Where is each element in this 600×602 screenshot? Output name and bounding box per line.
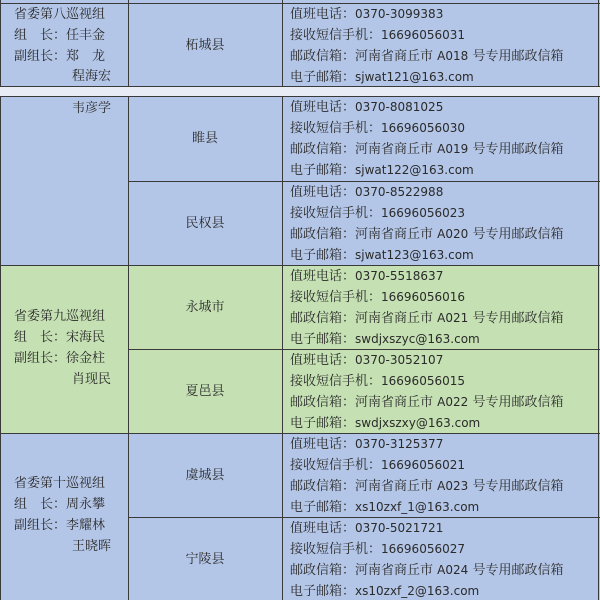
mailbox-suffix: 号专用邮政信箱 xyxy=(472,227,564,242)
county-name: 民权县 xyxy=(185,216,225,231)
mailbox-suffix: 号专用邮政信箱 xyxy=(472,49,564,64)
sms-value: 16696056031 xyxy=(381,28,465,42)
email-link[interactable]: swdjxszyc@163.com xyxy=(355,332,480,346)
phone-value: 0370-3099383 xyxy=(355,7,444,21)
email-link[interactable]: xs10zxf_2@163.com xyxy=(355,584,480,598)
sms-label: 接收短信手机： xyxy=(290,458,382,473)
mailbox-label: 邮政信箱： xyxy=(290,395,356,410)
duty-phone-line xyxy=(290,97,443,118)
sms-label: 接收短信手机： xyxy=(290,290,382,305)
email-label: 电子邮箱： xyxy=(290,248,356,263)
duty-phone-line xyxy=(290,182,443,203)
group8-deputy-3: 韦彦学 xyxy=(72,101,112,116)
group9-leader: 组 长：宋海民 xyxy=(14,330,106,345)
sms-label: 接收短信手机： xyxy=(290,206,382,221)
phone-value: 0370-3125377 xyxy=(355,437,444,451)
mailbox-suffix: 号专用邮政信箱 xyxy=(472,142,564,157)
email-line xyxy=(290,245,474,266)
mailbox-code: A018 xyxy=(437,49,469,63)
sms-label: 接收短信手机： xyxy=(290,542,382,557)
sms-label: 接收短信手机： xyxy=(290,374,382,389)
mailbox-line xyxy=(290,392,563,413)
mailbox-line xyxy=(290,560,563,581)
county-name: 夏邑县 xyxy=(185,384,225,399)
sms-value: 16696056015 xyxy=(381,374,465,388)
mailbox-prefix: 河南省商丘市 xyxy=(355,49,434,64)
phone-value: 0370-5021721 xyxy=(355,521,444,535)
email-link[interactable]: swdjxszxy@163.com xyxy=(355,416,481,430)
mailbox-label: 邮政信箱： xyxy=(290,49,356,64)
group8-deputy-2: 程海宏 xyxy=(72,69,112,84)
mailbox-label: 邮政信箱： xyxy=(290,479,356,494)
sms-line xyxy=(290,203,465,224)
email-label: 电子邮箱： xyxy=(290,332,356,347)
email-label: 电子邮箱： xyxy=(290,500,356,515)
group10-title: 省委第十巡视组 xyxy=(14,476,106,491)
mailbox-label: 邮政信箱： xyxy=(290,563,356,578)
county-name: 永城市 xyxy=(185,300,225,315)
duty-phone-line xyxy=(290,518,443,539)
mailbox-suffix: 号专用邮政信箱 xyxy=(472,395,564,410)
mailbox-line xyxy=(290,476,563,497)
sms-value: 16696056016 xyxy=(381,290,465,304)
group10-deputy-2: 王晓晖 xyxy=(72,539,112,554)
email-label: 电子邮箱： xyxy=(290,584,356,599)
email-line xyxy=(290,497,479,518)
vline xyxy=(282,0,283,86)
sms-value: 16696056023 xyxy=(381,206,465,220)
phone-label: 值班电话： xyxy=(290,521,356,536)
phone-label: 值班电话： xyxy=(290,437,356,452)
mailbox-line xyxy=(290,224,563,245)
phone-label: 值班电话： xyxy=(290,7,356,22)
group8-title: 省委第八巡视组 xyxy=(14,7,106,22)
sms-line xyxy=(290,25,465,46)
vline xyxy=(0,96,1,600)
mailbox-code: A019 xyxy=(437,142,469,156)
vline xyxy=(0,0,1,86)
group9-deputy-2: 肖现民 xyxy=(72,372,112,387)
duty-phone-line xyxy=(290,434,443,455)
mailbox-prefix: 河南省商丘市 xyxy=(355,479,434,494)
sms-label: 接收短信手机： xyxy=(290,28,382,43)
vline xyxy=(128,96,129,600)
phone-label: 值班电话： xyxy=(290,269,356,284)
vline xyxy=(598,96,599,600)
sms-value: 16696056021 xyxy=(381,458,465,472)
sms-label: 接收短信手机： xyxy=(290,121,382,136)
mailbox-line xyxy=(290,46,563,67)
sms-line xyxy=(290,371,465,392)
sms-line xyxy=(290,455,465,476)
mailbox-prefix: 河南省商丘市 xyxy=(355,395,434,410)
sms-value: 16696056030 xyxy=(381,121,465,135)
email-label: 电子邮箱： xyxy=(290,163,356,178)
mailbox-code: A024 xyxy=(437,563,469,577)
phone-label: 值班电话： xyxy=(290,353,356,368)
phone-label: 值班电话： xyxy=(290,185,356,200)
group9-title: 省委第九巡视组 xyxy=(14,309,106,324)
mailbox-line xyxy=(290,139,563,160)
sms-value: 16696056027 xyxy=(381,542,465,556)
mailbox-prefix: 河南省商丘市 xyxy=(355,563,434,578)
mailbox-code: A021 xyxy=(437,311,469,325)
email-line xyxy=(290,160,474,181)
sms-line xyxy=(290,118,465,139)
phone-label: 值班电话： xyxy=(290,100,356,115)
county-name: 虞城县 xyxy=(185,468,225,483)
group8-deputy: 副组长：郑 龙 xyxy=(14,49,106,64)
mailbox-code: A020 xyxy=(437,227,469,241)
mailbox-suffix: 号专用邮政信箱 xyxy=(472,311,564,326)
mailbox-code: A023 xyxy=(437,479,469,493)
mailbox-prefix: 河南省商丘市 xyxy=(355,142,434,157)
sms-line xyxy=(290,287,465,308)
mailbox-suffix: 号专用邮政信箱 xyxy=(472,479,564,494)
phone-value: 0370-5518637 xyxy=(355,269,444,283)
duty-phone-line xyxy=(290,4,443,25)
duty-phone-line xyxy=(290,266,443,287)
mailbox-prefix: 河南省商丘市 xyxy=(355,227,434,242)
mailbox-code: A022 xyxy=(437,395,469,409)
county-name: 睢县 xyxy=(191,131,218,146)
email-label: 电子邮箱： xyxy=(290,416,356,431)
email-line xyxy=(290,329,480,350)
email-link[interactable]: sjwat122@163.com xyxy=(355,163,474,177)
mailbox-suffix: 号专用邮政信箱 xyxy=(472,563,564,578)
sms-line xyxy=(290,539,465,560)
phone-value: 0370-3052107 xyxy=(355,353,444,367)
duty-phone-line xyxy=(290,350,443,371)
county-name: 宁陵县 xyxy=(185,552,225,567)
group9-deputy: 副组长：徐金柱 xyxy=(14,351,106,366)
email-link[interactable]: sjwat123@163.com xyxy=(355,248,474,262)
phone-value: 0370-8081025 xyxy=(355,100,444,114)
mailbox-label: 邮政信箱： xyxy=(290,227,356,242)
county-name: 柘城县 xyxy=(185,38,225,53)
mailbox-prefix: 河南省商丘市 xyxy=(355,311,434,326)
email-label: 电子邮箱： xyxy=(290,70,356,85)
group10-leader: 组 长：周永攀 xyxy=(14,497,106,512)
email-line xyxy=(290,67,474,88)
mailbox-label: 邮政信箱： xyxy=(290,142,356,157)
group8-leader: 组 长：任丰金 xyxy=(14,28,106,43)
email-line xyxy=(290,581,479,602)
vline xyxy=(282,96,283,600)
email-line xyxy=(290,413,480,434)
email-link[interactable]: xs10zxf_1@163.com xyxy=(355,500,480,514)
email-link[interactable]: sjwat121@163.com xyxy=(355,70,474,84)
mailbox-label: 邮政信箱： xyxy=(290,311,356,326)
group10-deputy: 副组长：李耀林 xyxy=(14,518,106,533)
mailbox-line xyxy=(290,308,563,329)
phone-value: 0370-8522988 xyxy=(355,185,444,199)
vline xyxy=(598,0,599,86)
